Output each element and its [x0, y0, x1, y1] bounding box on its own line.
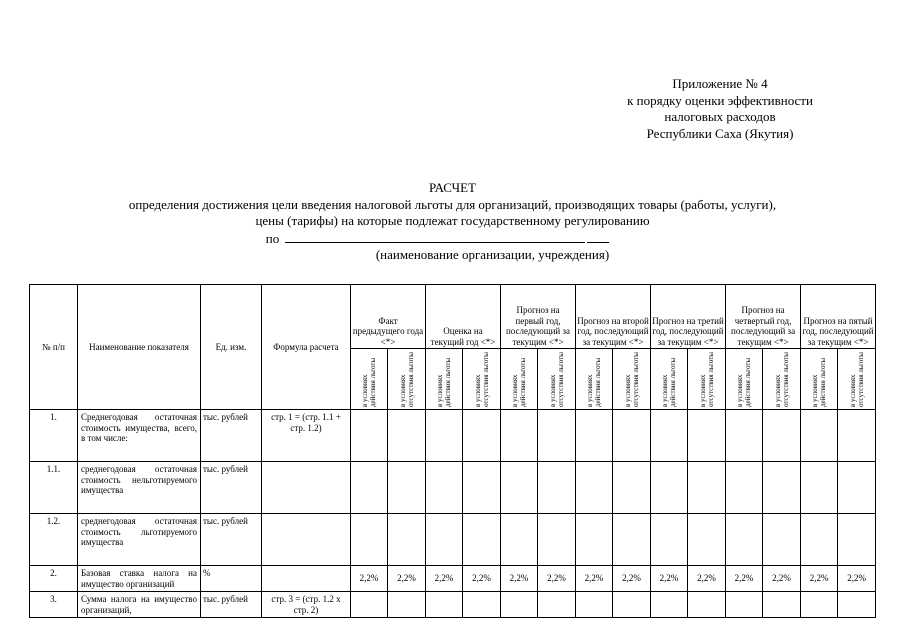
row-value-cell: [613, 514, 651, 566]
row-value-cell: [651, 592, 688, 618]
row-formula: [262, 462, 351, 514]
row-value-cell: 2,2%: [688, 566, 726, 592]
row-value-cell: [538, 410, 576, 462]
table-body: [30, 410, 876, 618]
appendix-line: к порядку оценки эффективности: [627, 92, 813, 108]
organization-blank-tail: [587, 230, 609, 243]
row-value-cell: [651, 514, 688, 566]
row-value-cell: [351, 514, 388, 566]
row-value-cell: [426, 410, 463, 462]
title-line: цены (тарифы) на которые подлежат государственному регулированию: [255, 213, 650, 228]
row-value-cell: [726, 410, 763, 462]
subheader-without-benefit-text: в условиях отсутствия льготы: [473, 352, 490, 407]
subheader-with-benefit: [651, 349, 688, 410]
row-value-cell: [463, 410, 501, 462]
header-row: [30, 285, 876, 349]
subheader-with-benefit: [426, 349, 463, 410]
row-value-cell: [388, 462, 426, 514]
row-value-cell: [351, 592, 388, 618]
header-period: Факт предыдущего года <*>: [351, 285, 426, 349]
row-value-cell: [688, 462, 726, 514]
subheader-with-benefit-text: в условиях действия льготы: [586, 357, 603, 407]
row-value-cell: [838, 514, 876, 566]
row-value-cell: [763, 514, 801, 566]
subheader-with-benefit: [501, 349, 538, 410]
appendix-line: Приложение № 4: [672, 76, 768, 91]
subheader-without-benefit: [688, 349, 726, 410]
row-value-cell: 2,2%: [351, 566, 388, 592]
row-unit: тыс. рублей: [201, 514, 262, 566]
header-period: Прогноз на первый год, последующий за текущим <*>: [501, 285, 576, 349]
row-value-cell: [763, 592, 801, 618]
row-value-cell: [501, 592, 538, 618]
row-value-cell: [688, 514, 726, 566]
row-unit: тыс. рублей: [201, 410, 262, 462]
subheader-with-benefit-text: в условиях действия льготы: [361, 357, 377, 407]
row-formula: [262, 514, 351, 566]
subheader-with-benefit-text: в условиях действия льготы: [661, 357, 678, 407]
row-value-cell: [463, 514, 501, 566]
subheader-without-benefit-text: в условиях отсутствия льготы: [773, 352, 790, 407]
row-value-cell: [576, 592, 613, 618]
row-number: 1.1.: [30, 462, 78, 514]
subheader-with-benefit-text: в условиях действия льготы: [436, 357, 453, 407]
row-value-cell: [613, 592, 651, 618]
calculation-table: [29, 284, 876, 618]
row-value-cell: [463, 462, 501, 514]
row-value-cell: [351, 462, 388, 514]
row-value-cell: [688, 410, 726, 462]
row-value-cell: [501, 410, 538, 462]
row-value-cell: [426, 514, 463, 566]
header-formula: Формула расчета: [262, 285, 351, 410]
row-value-cell: [726, 592, 763, 618]
row-value-cell: 2,2%: [801, 566, 838, 592]
row-value-cell: [838, 462, 876, 514]
appendix-line: Республики Саха (Якутия): [646, 125, 794, 141]
row-value-cell: [538, 592, 576, 618]
appendix-block: [560, 76, 880, 142]
row-value-cell: [388, 514, 426, 566]
row-value-cell: [763, 462, 801, 514]
subheader-with-benefit: [726, 349, 763, 410]
header-period: Прогноз на пятый год, последующий за текущим <*>: [801, 285, 876, 349]
row-value-cell: 2,2%: [426, 566, 463, 592]
subheader-without-benefit: [763, 349, 801, 410]
row-formula: стр. 3 = (стр. 1.2 x стр. 2): [262, 592, 351, 618]
row-value-cell: [426, 592, 463, 618]
table-row: [30, 566, 876, 592]
row-value-cell: [801, 410, 838, 462]
row-unit: тыс. рублей: [201, 592, 262, 618]
subheader-with-benefit: [351, 349, 388, 410]
row-value-cell: [538, 462, 576, 514]
row-value-cell: [801, 592, 838, 618]
row-value-cell: 2,2%: [388, 566, 426, 592]
subheader-with-benefit: [801, 349, 838, 410]
row-indicator-name: Базовая ставка налога на имущество организаций: [78, 566, 201, 592]
row-value-cell: 2,2%: [651, 566, 688, 592]
row-value-cell: 2,2%: [726, 566, 763, 592]
subheader-with-benefit-text: в условиях действия льготы: [736, 357, 753, 407]
subheader-without-benefit: [838, 349, 876, 410]
row-value-cell: [651, 410, 688, 462]
row-unit: %: [201, 566, 262, 592]
header-period: Прогноз на четвертый год, последующий за текущим <*>: [726, 285, 801, 349]
row-value-cell: [838, 410, 876, 462]
row-value-cell: [726, 462, 763, 514]
row-value-cell: [801, 514, 838, 566]
row-value-cell: 2,2%: [838, 566, 876, 592]
organization-line: [0, 230, 905, 248]
subheader-without-benefit-text: в условиях отсутствия льготы: [398, 352, 415, 407]
document-title-block: [0, 180, 905, 264]
subheader-with-benefit: [576, 349, 613, 410]
row-value-cell: 2,2%: [763, 566, 801, 592]
header-unit: Ед. изм.: [201, 285, 262, 410]
row-value-cell: [351, 410, 388, 462]
header-name: Наименование показателя: [78, 285, 201, 410]
po-label: по: [265, 230, 280, 246]
row-value-cell: [576, 514, 613, 566]
row-value-cell: [576, 462, 613, 514]
row-value-cell: [501, 514, 538, 566]
row-value-cell: [538, 514, 576, 566]
subheader-without-benefit: [538, 349, 576, 410]
title-line: определения достижения цели введения налоговой льготы для организаций, производящих товары (работы, услуги),: [128, 196, 777, 212]
organization-caption: (наименование организации, учреждения): [375, 247, 610, 262]
row-value-cell: [688, 592, 726, 618]
row-value-cell: [426, 462, 463, 514]
table-row: [30, 514, 876, 566]
row-value-cell: 2,2%: [463, 566, 501, 592]
row-value-cell: [613, 462, 651, 514]
table-row: [30, 410, 876, 462]
table-row: [30, 592, 876, 618]
row-formula: [262, 566, 351, 592]
row-value-cell: [388, 592, 426, 618]
table-row: [30, 462, 876, 514]
row-value-cell: [613, 410, 651, 462]
row-value-cell: 2,2%: [501, 566, 538, 592]
header-period: Прогноз на второй год, последующий за текущим <*>: [576, 285, 651, 349]
row-unit: тыс. рублей: [201, 462, 262, 514]
document-heading: РАСЧЕТ: [429, 180, 476, 195]
subheader-with-benefit-text: в условиях действия льготы: [811, 357, 828, 407]
row-number: 1.: [30, 410, 78, 462]
row-value-cell: [576, 410, 613, 462]
subheader-without-benefit-text: в условиях отсутствия льготы: [548, 352, 565, 407]
row-value-cell: [501, 462, 538, 514]
header-period: Оценка на текущий год <*>: [426, 285, 501, 349]
header-num: № п/п: [30, 285, 78, 410]
row-value-cell: [726, 514, 763, 566]
subheader-with-benefit-text: в условиях действия льготы: [511, 357, 528, 407]
row-value-cell: [838, 592, 876, 618]
row-value-cell: 2,2%: [613, 566, 651, 592]
subheader-without-benefit-text: в условиях отсутствия льготы: [623, 352, 640, 407]
row-value-cell: [763, 410, 801, 462]
subheader-without-benefit: [613, 349, 651, 410]
header-period: Прогноз на третий год, последующий за текущим <*>: [651, 285, 726, 349]
row-indicator-name: Сумма налога на имущество организаций,: [78, 592, 201, 618]
row-number: 2.: [30, 566, 78, 592]
row-value-cell: [651, 462, 688, 514]
row-number: 3.: [30, 592, 78, 618]
row-value-cell: 2,2%: [538, 566, 576, 592]
row-indicator-name: Среднегодовая остаточная стоимость имущества, всего, в том числе:: [78, 410, 201, 462]
row-indicator-name: среднегодовая остаточная стоимость льготируемого имущества: [78, 514, 201, 566]
subheader-without-benefit: [463, 349, 501, 410]
subheader-without-benefit: [388, 349, 426, 410]
row-value-cell: [463, 592, 501, 618]
row-value-cell: [388, 410, 426, 462]
row-number: 1.2.: [30, 514, 78, 566]
subheader-without-benefit-text: в условиях отсутствия льготы: [698, 352, 715, 407]
row-formula: стр. 1 = (стр. 1.1 + стр. 1.2): [262, 410, 351, 462]
row-value-cell: 2,2%: [576, 566, 613, 592]
organization-blank: [285, 230, 585, 243]
row-value-cell: [801, 462, 838, 514]
appendix-line: налоговых расходов: [664, 109, 776, 124]
subheader-without-benefit-text: в условиях отсутствия льготы: [848, 352, 865, 407]
row-indicator-name: среднегодовая остаточная стоимость нельготируемого имущества: [78, 462, 201, 514]
